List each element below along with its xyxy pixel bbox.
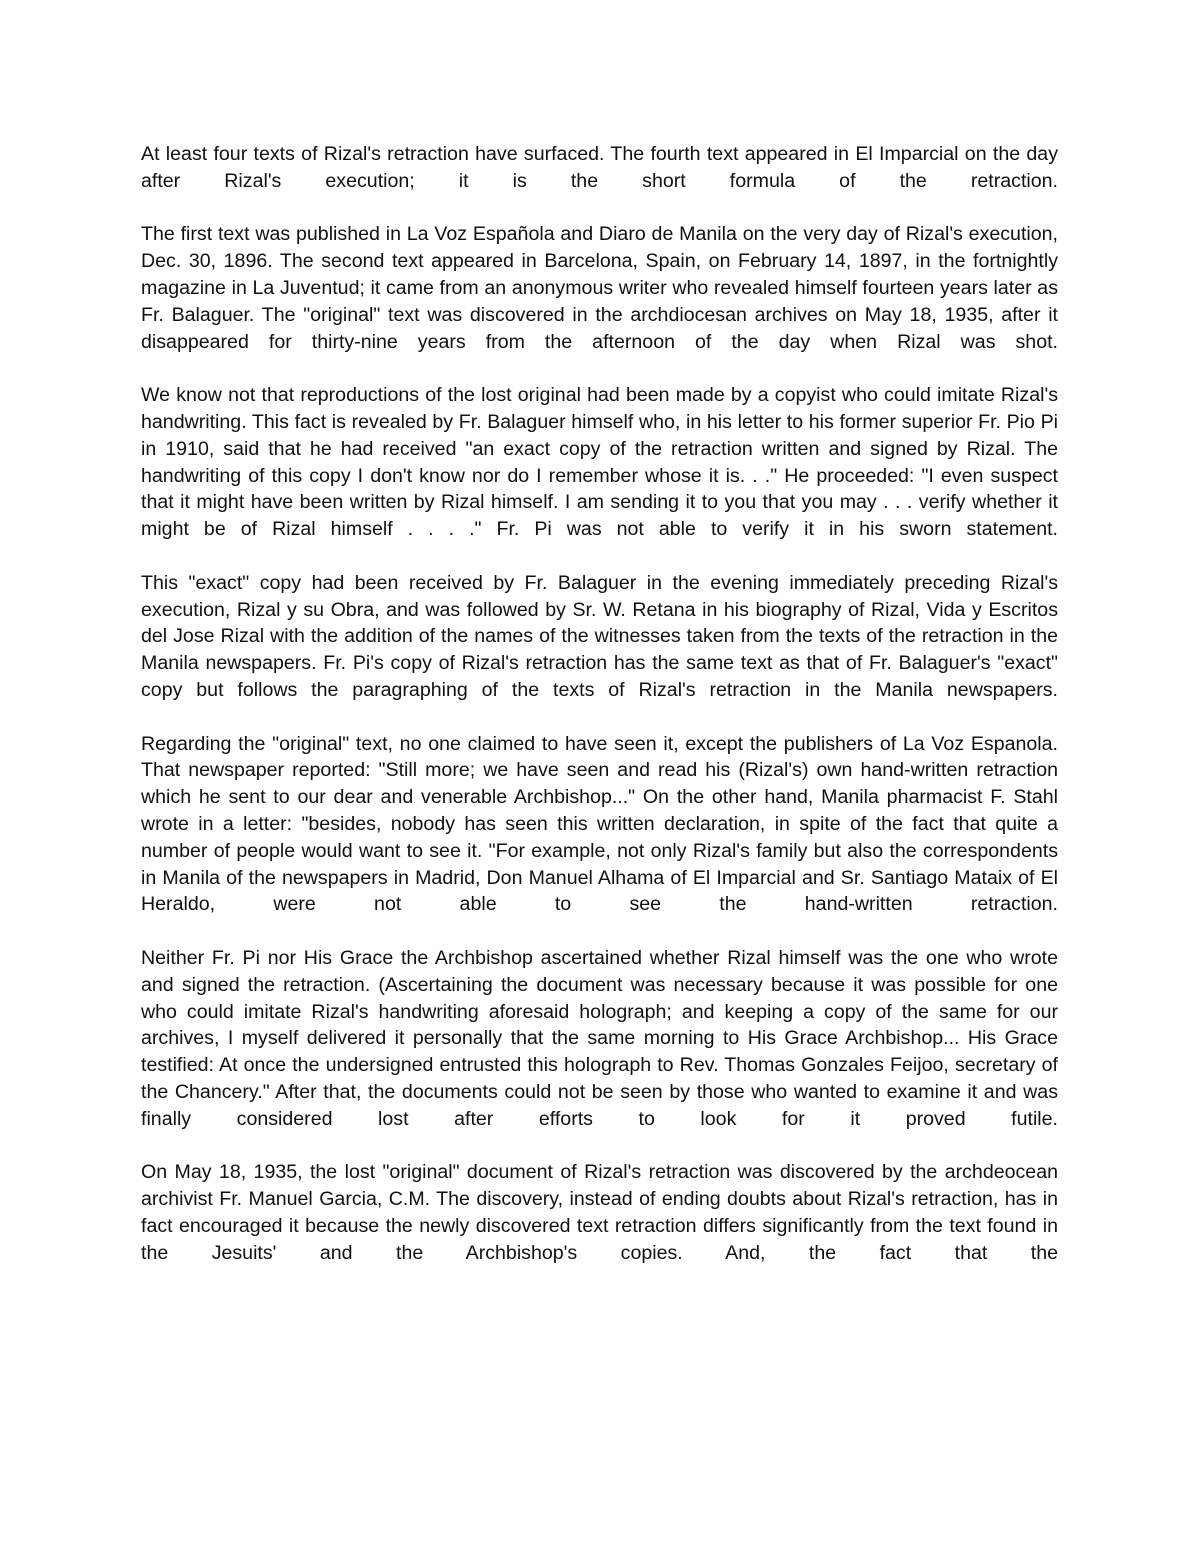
paragraph-archbishop: Neither Fr. Pi nor His Grace the Archbishop ascertained whether Rizal himself was the one who wrote and signed the retraction. (Ascertaining the document was necessary because it was possible for one who could imitate Rizal's handwriting aforesaid holograph; and keeping a copy of the same for our archives, I myself delivered it personally that the same morning to His Grace Archbishop... His Grace testified: At once the undersigned entrusted this holograph to Rev. Thomas Gonzales Feijoo, secretary of the Chancery." After that, the documents could not be seen by those who wanted to examine it and was finally considered lost after efforts to look for it proved futile. (141, 946, 1058, 1130)
paragraph-discovery: On May 18, 1935, the lost "original" document of Rizal's retraction was discovered by the archdeocean archivist Fr. Manuel Garcia, C.M. The discovery, instead of ending doubts about Rizal's retraction, has in fact encouraged it because the newly discovered text retraction differs significantly from the text found in the Jesuits' and the Archbishop's copies. And, the fact that the (141, 1161, 1058, 1264)
paragraph-original-text: Regarding the "original" text, no one claimed to have seen it, except the publishers of La Voz Espanola. That newspaper reported: "Still more; we have seen and read his (Rizal's) own hand-written retraction which he sent to our dear and venerable Archbishop..." On the other hand, Manila pharmacist F. Stahl wrote in a letter: "besides, nobody has seen this written declaration, in spite of the fact that quite a number of people would want to see it. "For example, not only Rizal's family but also the correspondents in Manila of the newspapers in Madrid, Don Manuel Alhama of El Imparcial and Sr. Santiago Mataix of El Heraldo, were not able to see the hand-written retraction. (141, 732, 1058, 916)
paragraph-reproductions: We know not that reproductions of the lost original had been made by a copyist who could imitate Rizal's handwriting. This fact is revealed by Fr. Balaguer himself who, in his letter to his former superior Fr. Pio Pi in 1910, said that he had received "an exact copy of the retraction written and signed by Rizal. The handwriting of this copy I don't know nor do I remember whose it is. . ." He proceeded: "I even suspect that it might have been written by Rizal himself. I am sending it to you that you may . . . verify whether it might be of Rizal himself . . . ." Fr. Pi was not able to verify it in his sworn statement. (141, 384, 1058, 541)
paragraph-exact-copy: This "exact" copy had been received by Fr. Balaguer in the evening immediately preceding Rizal's execution, Rizal y su Obra, and was followed by Sr. W. Retana in his biography of Rizal, Vida y Escritos del Jose Rizal with the addition of the names of the witnesses taken from the texts of the retraction in the Manila newspapers. Fr. Pi's copy of Rizal's retraction has the same text as that of Fr. Balaguer's "exact" copy but follows the paragraphing of the texts of Rizal's retraction in the Manila newspapers. (141, 571, 1058, 701)
paragraph-four-texts: At least four texts of Rizal's retraction have surfaced. The fourth text appeared in El Imparcial on the day after Rizal's execution; it is the short formula of the retraction. (141, 143, 1058, 192)
paragraph-first-text: The first text was published in La Voz Española and Diaro de Manila on the very day of Rizal's execution, Dec. 30, 1896. The second text appeared in Barcelona, Spain, on February 14, 1897, in the fortnightly magazine in La Juventud; it came from an anonymous writer who revealed himself fourteen years later as Fr. Balaguer. The "original" text was discovered in the archdiocesan archives on May 18, 1935, after it disappeared for thirty-nine years from the afternoon of the day when Rizal was shot. (141, 223, 1058, 353)
document-body (141, 141, 1058, 1293)
